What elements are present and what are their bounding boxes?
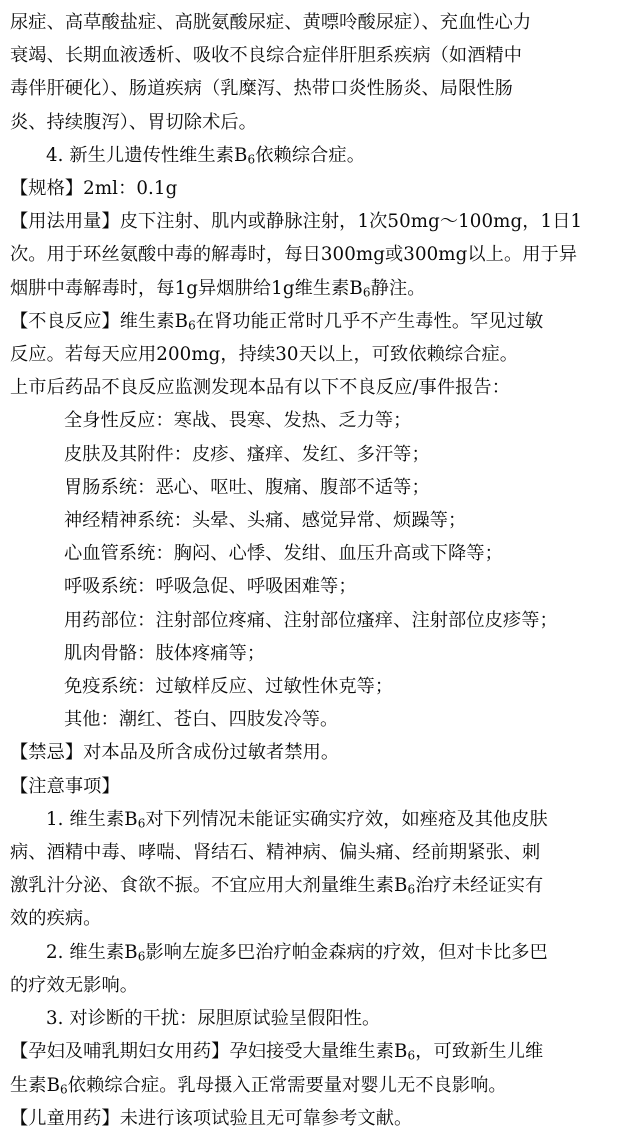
document-line: 病、酒精中毒、哮喘、肾结石、精神病、偏头痛、经前期紧张、刺 (10, 842, 541, 864)
document-line: 2. 维生素$B_6$影响左旋多巴治疗帕金森病的疗效，但对卡比多巴 (46, 941, 548, 964)
document-line: 皮肤及其附件：皮疹、瘙痒、发红、多汗等； (64, 443, 430, 465)
document-line: 胃肠系统：恶心、呕吐、腹痛、腹部不适等； (64, 476, 430, 498)
document-line: 上市后药品不良反应监测发现本品有以下不良反应/事件报告： (10, 377, 510, 399)
document-line: 激乳汁分泌、食欲不振。不宜应用大剂量维生素$B_6$治疗未经证实有 (10, 875, 544, 897)
document-line: 的疗效无影响。 (10, 974, 139, 996)
document-line: 全身性反应：寒战、畏寒、发热、乏力等； (64, 410, 412, 432)
document-line: 肌肉骨骼：肢体疼痛等； (64, 642, 266, 664)
document-line: 炎、持续腹泻）、胃切除术后。 (10, 111, 257, 133)
document-body (10, 6, 615, 1135)
document-line: 【规格】2ml：0.1g (10, 178, 178, 200)
document-line: 3. 对诊断的干扰：尿胆原试验呈假阳性。 (46, 1008, 381, 1030)
document-line: 神经精神系统：头晕、头痛、感觉异常、烦躁等； (64, 510, 467, 532)
document-line: 烟肼中毒解毒时，每1g异烟肼给1g维生素$B_6$静注。 (10, 277, 426, 300)
document-line: 反应。若每天应用200mg，持续30天以上，可致依赖综合症。 (10, 344, 519, 366)
document-line: 毒伴肝硬化）、肠道疾病（乳糜泻、热带口炎性肠炎、局限性肠 (10, 78, 513, 100)
document-line: 【注意事项】 (10, 775, 120, 797)
document-line: 【儿童用药】未进行该项试验且无可靠参考文献。 (10, 1107, 413, 1129)
document-line: 【孕妇及哺乳期妇女用药】孕妇接受大量维生素$B_6$，可致新生儿维 (10, 1041, 544, 1063)
document-line: 呼吸系统：呼吸急促、呼吸困难等； (64, 576, 357, 598)
document-line: 衰竭、长期血液透析、吸收不良综合症伴肝胆系疾病（如酒精中 (10, 45, 523, 67)
document-line: 其他：潮红、苍白、四肢发冷等。 (64, 709, 339, 731)
document-line: 免疫系统：过敏样反应、过敏性休克等； (64, 676, 394, 698)
document-line: 【禁忌】对本品及所含成份过敏者禁用。 (10, 742, 340, 764)
document-line: 用药部位：注射部位疼痛、注射部位瘙痒、注射部位皮疹等； (64, 609, 558, 631)
document-line: 1. 维生素$B_6$对下列情况未能证实确实疗效，如痤疮及其他皮肤 (46, 808, 548, 831)
document-line: 效的疾病。 (10, 908, 102, 930)
document-line: 次。用于环丝氨酸中毒的解毒时，每日300mg或300mg以上。用于异 (10, 244, 578, 266)
document-line: 【用法用量】皮下注射、肌内或静脉注射，1次50mg～100mg，1日1 (10, 211, 583, 233)
document-line: 尿症、高草酸盐症、高胱氨酸尿症、黄嘌呤酸尿症）、充血性心力 (10, 12, 532, 33)
document-line: 4. 新生儿遗传性维生素$B_6$依赖综合症。 (46, 144, 365, 167)
document-line: 【不良反应】维生素$B_6$在肾功能正常时几乎不产生毒性。罕见过敏 (10, 310, 544, 333)
document-line: 生素$B_6$依赖综合症。乳母摄入正常需要量对婴儿无不良影响。 (10, 1074, 507, 1097)
document-line: 心血管系统：胸闷、心悸、发绀、血压升高或下降等； (64, 543, 503, 565)
